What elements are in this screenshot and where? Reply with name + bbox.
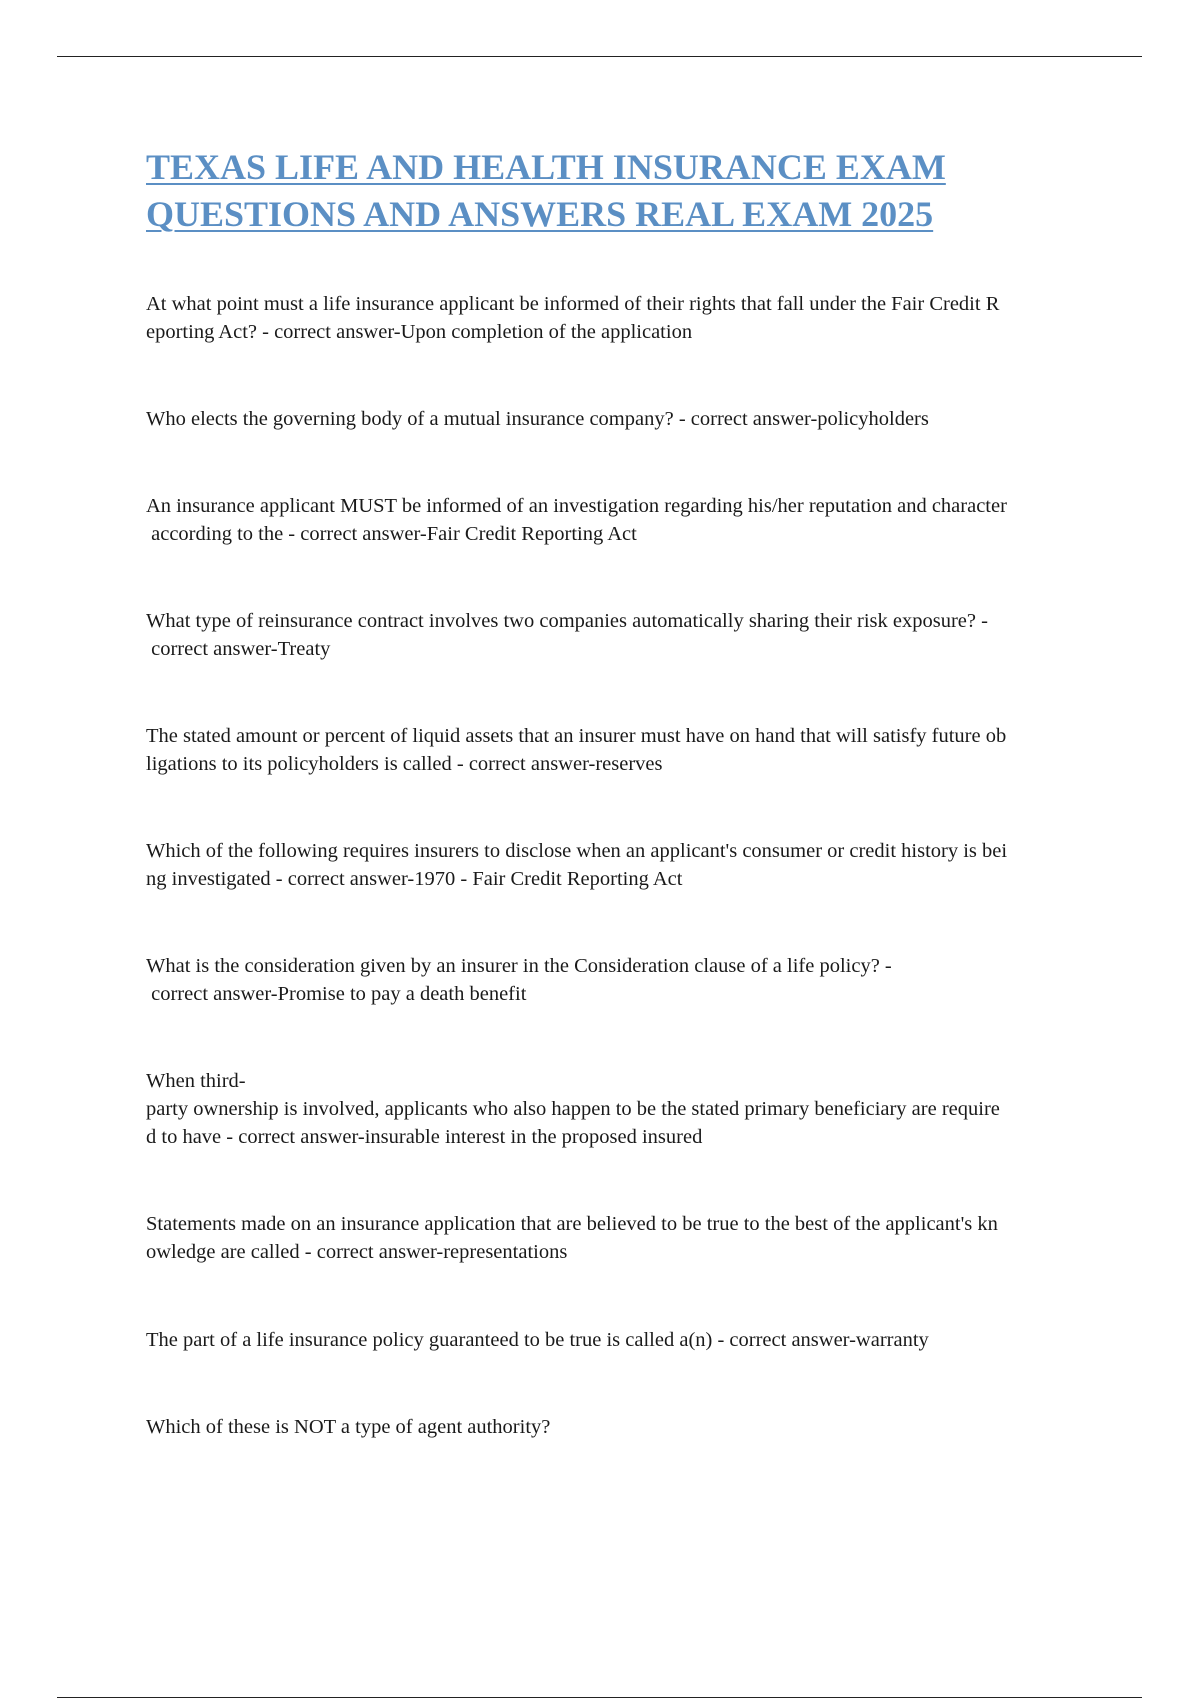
document-title <box>146 144 1106 238</box>
qa-line: party ownership is involved, applicants who also happen to be the stated primary beneficiary are require <box>146 1098 1000 1120</box>
qa-line: ligations to its policyholders is called - correct answer-reserves <box>146 753 663 775</box>
qa-entry-4 <box>146 607 1096 663</box>
qa-line: owledge are called - correct answer-representations <box>146 1241 568 1263</box>
qa-entry-1 <box>146 290 1096 346</box>
qa-line: When third- <box>146 1070 246 1092</box>
qa-line: Which of the following requires insurers to disclose when an applicant's consumer or credit history is bei <box>146 840 1008 862</box>
qa-line: eporting Act? - correct answer-Upon completion of the application <box>146 321 693 343</box>
qa-line: ng investigated - correct answer-1970 - Fair Credit Reporting Act <box>146 868 683 890</box>
qa-line: correct answer-Promise to pay a death benefit <box>146 983 527 1005</box>
bottom-rule <box>57 1697 1142 1698</box>
qa-line: The stated amount or percent of liquid assets that an insurer must have on hand that will satisfy future ob <box>146 725 1007 747</box>
qa-entry-10 <box>146 1326 1096 1354</box>
qa-entry-9 <box>146 1210 1096 1266</box>
qa-line: d to have - correct answer-insurable interest in the proposed insured <box>146 1126 703 1148</box>
title-line-2: QUESTIONS AND ANSWERS REAL EXAM 2025 <box>146 194 934 234</box>
qa-line: correct answer-Treaty <box>146 638 331 660</box>
qa-entry-8 <box>146 1067 1096 1151</box>
qa-line: according to the - correct answer-Fair Credit Reporting Act <box>146 523 637 545</box>
qa-line: Statements made on an insurance application that are believed to be true to the best of the applicant's kn <box>146 1213 998 1235</box>
qa-line: The part of a life insurance policy guaranteed to be true is called a(n) - correct answer-warranty <box>146 1329 929 1351</box>
qa-line: An insurance applicant MUST be informed of an investigation regarding his/her reputation and character <box>146 495 1007 517</box>
qa-entry-5 <box>146 722 1096 778</box>
qa-entry-6 <box>146 837 1096 893</box>
qa-line: What is the consideration given by an insurer in the Consideration clause of a life policy? - <box>146 955 892 977</box>
qa-entry-3 <box>146 492 1096 548</box>
qa-entry-2 <box>146 405 1096 433</box>
qa-line: At what point must a life insurance applicant be informed of their rights that fall under the Fair Credit R <box>146 293 1000 315</box>
title-line-1: TEXAS LIFE AND HEALTH INSURANCE EXAM <box>146 147 946 187</box>
top-rule <box>57 56 1142 57</box>
qa-line: Who elects the governing body of a mutual insurance company? - correct answer-policyholders <box>146 408 929 430</box>
qa-line: Which of these is NOT a type of agent authority? <box>146 1416 551 1438</box>
qa-entry-11 <box>146 1413 1096 1441</box>
qa-entry-7 <box>146 952 1096 1008</box>
qa-line: What type of reinsurance contract involves two companies automatically sharing their risk exposure? - <box>146 610 988 632</box>
